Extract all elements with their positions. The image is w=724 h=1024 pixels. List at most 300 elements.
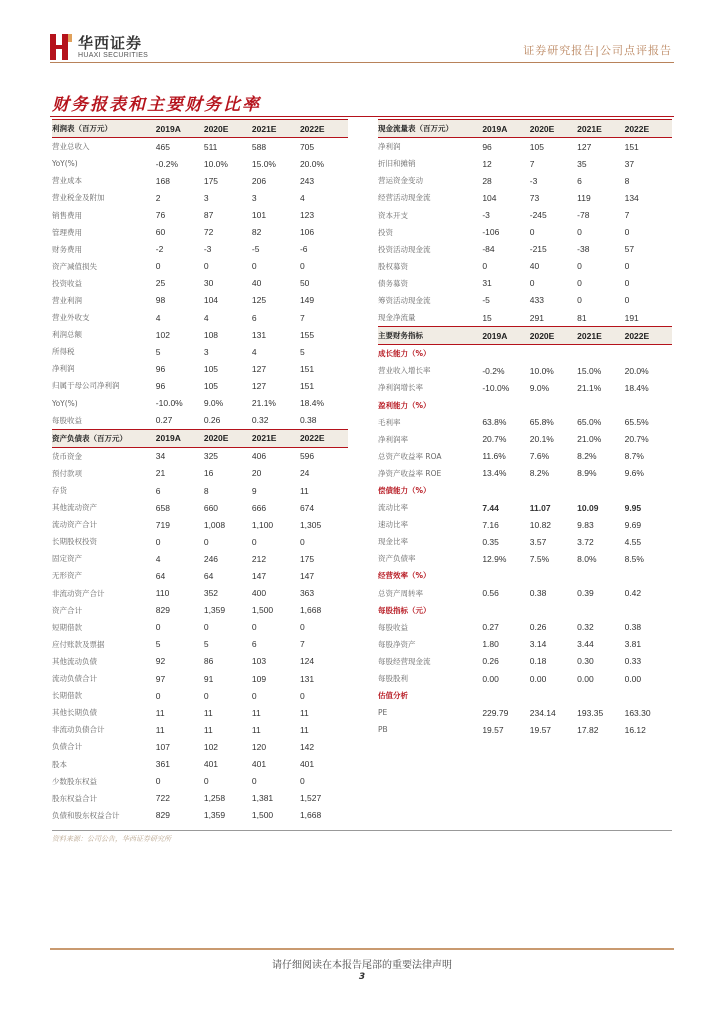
cell-value: 0.00 <box>482 673 499 684</box>
cell-value: 0.56 <box>482 588 499 599</box>
cell-value: -2 <box>155 244 164 255</box>
table-row <box>52 326 348 343</box>
table-row <box>378 448 672 465</box>
cell-value: 2 <box>155 192 161 203</box>
cell-value: 149 <box>299 295 315 306</box>
cell-value: 1,381 <box>251 793 274 804</box>
cell-value: 234.14 <box>529 707 556 718</box>
row-label: 其他流动负债 <box>52 656 97 666</box>
row-label: 每股收益 <box>52 415 82 425</box>
cell-value: 21.0% <box>577 434 602 445</box>
cell-value: 0 <box>299 536 305 547</box>
cell-value: -10.0% <box>155 398 183 409</box>
column-header: 2020E <box>529 123 555 134</box>
section-title: 财务报表和主要财务比率 <box>52 95 261 115</box>
column-header: 2020E <box>529 330 555 341</box>
cell-value: 15 <box>482 312 492 323</box>
row-label: 每股经营现金流 <box>378 656 431 666</box>
table-row <box>52 343 348 360</box>
cell-value: 142 <box>299 741 315 752</box>
cell-value: 0 <box>299 776 305 787</box>
cell-value: 72 <box>203 227 214 238</box>
column-header: 2020E <box>203 123 229 134</box>
row-label: 估值分析 <box>378 691 408 701</box>
cell-value: 243 <box>299 175 315 186</box>
cell-value: 96 <box>155 363 166 374</box>
row-label: 偿债能力（%） <box>378 486 431 496</box>
cell-value: -3 <box>203 244 212 255</box>
cell-value: 91 <box>203 673 214 684</box>
table-title: 利润表（百万元） <box>52 124 112 134</box>
left-tables <box>52 119 348 824</box>
cell-value: 30 <box>203 278 214 289</box>
table-row <box>378 533 672 550</box>
cell-value: 20.0% <box>624 365 649 376</box>
table-row <box>52 533 348 550</box>
table-row <box>378 704 672 721</box>
row-label: 利润总额 <box>52 330 82 340</box>
cell-value: 0 <box>624 227 630 238</box>
cell-value: 21.1% <box>577 382 602 393</box>
table-row <box>378 379 672 396</box>
table-title: 现金流量表（百万元） <box>378 124 453 134</box>
cell-value: 120 <box>251 741 267 752</box>
cell-value: 105 <box>203 380 219 391</box>
row-label: 投资 <box>378 227 393 237</box>
cell-value: 193.35 <box>577 707 604 718</box>
column-header: 2019A <box>482 123 508 134</box>
table-row <box>52 155 348 172</box>
table-row <box>52 412 348 429</box>
cell-value: 1.80 <box>482 639 499 650</box>
cell-value: 0.00 <box>577 673 594 684</box>
cell-value: 4 <box>155 553 161 564</box>
table-row <box>52 721 348 738</box>
table-title: 资产负债表（百万元） <box>52 433 127 443</box>
cell-value: 11.07 <box>529 502 551 513</box>
cell-value: 0 <box>577 261 582 272</box>
cell-value: 6 <box>251 312 257 323</box>
column-header: 2020E <box>203 433 229 444</box>
table-row <box>378 258 672 275</box>
row-label: 资产负债率 <box>378 554 416 564</box>
row-label: 股东权益合计 <box>52 793 97 803</box>
table-row <box>52 790 348 807</box>
table-row <box>378 687 672 704</box>
cell-value: 0 <box>203 690 209 701</box>
cell-value: 0 <box>577 295 582 306</box>
cell-value: 34 <box>155 451 166 462</box>
column-header: 2021E <box>577 123 602 134</box>
row-label: 管理费用 <box>52 227 82 237</box>
cell-value: 10.0% <box>203 158 228 169</box>
cell-value: 0.30 <box>577 656 594 667</box>
cell-value: 705 <box>299 141 315 152</box>
cell-value: 7 <box>624 210 630 221</box>
cell-value: 406 <box>251 451 267 462</box>
cell-value: -3 <box>529 175 538 186</box>
cell-value: 64 <box>155 570 166 581</box>
row-label: 总资产周转率 <box>378 588 423 598</box>
column-header: 2021E <box>251 123 277 134</box>
cell-value: 0.38 <box>299 415 317 426</box>
cell-value: -78 <box>577 210 590 221</box>
cell-value: 96 <box>482 141 492 152</box>
cell-value: 674 <box>299 502 315 513</box>
cell-value: 102 <box>155 329 170 340</box>
cell-value: 97 <box>155 673 166 684</box>
row-label: 营运资金变动 <box>378 176 423 186</box>
cell-value: 6 <box>577 175 582 186</box>
cell-value: 361 <box>155 759 170 770</box>
row-label: 折旧和摊销 <box>378 159 416 169</box>
table-row <box>378 550 672 567</box>
row-label: 投资收益 <box>52 278 82 288</box>
row-label: 归属于母公司净利润 <box>52 381 120 391</box>
cell-value: 8.0% <box>577 553 597 564</box>
cell-value: -84 <box>482 244 495 255</box>
row-label: 所得税 <box>52 347 75 357</box>
cell-value: 0 <box>529 227 535 238</box>
cell-value: 31 <box>482 278 492 289</box>
cell-value: 0.33 <box>624 656 642 667</box>
cell-value: 168 <box>155 175 170 186</box>
cell-value: 64 <box>203 570 214 581</box>
cell-value: 596 <box>299 451 315 462</box>
row-label: 净利润增长率 <box>378 383 423 393</box>
cell-value: 0 <box>482 261 488 272</box>
table-header-row <box>52 429 348 448</box>
cell-value: 9.6% <box>624 468 644 479</box>
cell-value: 0 <box>203 622 209 633</box>
column-header: 2022E <box>299 123 325 134</box>
logo-en: HUAXI SECURITIES <box>78 51 149 59</box>
cell-value: 8.2% <box>529 468 550 479</box>
table-row <box>52 653 348 670</box>
cell-value: 7.5% <box>529 553 550 564</box>
cell-value: 10.0% <box>529 365 554 376</box>
cell-value: 0 <box>251 622 257 633</box>
cell-value: 8 <box>203 485 209 496</box>
table-header-row <box>378 326 672 345</box>
cell-value: 7 <box>529 158 535 169</box>
table-row <box>378 516 672 533</box>
footer-divider <box>50 948 674 950</box>
cell-value: 9.95 <box>624 502 642 513</box>
cell-value: 11 <box>299 724 309 735</box>
cell-value: -245 <box>529 210 547 221</box>
cell-value: 125 <box>251 295 267 306</box>
cell-value: 82 <box>251 227 262 238</box>
cell-value: -5 <box>482 295 490 306</box>
cell-value: 1,359 <box>203 810 226 821</box>
cell-value: 11 <box>299 707 309 718</box>
row-label: 现金净流量 <box>378 313 416 323</box>
cell-value: 0 <box>251 690 257 701</box>
row-label: 营业收入增长率 <box>378 366 431 376</box>
cell-value: 7.6% <box>529 451 550 462</box>
cell-value: 8.9% <box>577 468 597 479</box>
cell-value: 0 <box>577 278 582 289</box>
table-row <box>52 309 348 326</box>
cell-value: 0 <box>529 278 535 289</box>
cell-value: 124 <box>299 656 315 667</box>
cell-value: 151 <box>299 380 315 391</box>
row-label: 净利润 <box>378 142 401 152</box>
legal-notice: 请仔细阅读在本报告尾部的重要法律声明 <box>272 960 452 971</box>
cell-value: 21 <box>155 468 166 479</box>
row-label: 总资产收益率 ROA <box>378 451 442 461</box>
cell-value: 147 <box>251 570 267 581</box>
row-label: 净利润率 <box>378 434 408 444</box>
cell-value: 24 <box>299 468 310 479</box>
cell-value: 433 <box>529 295 544 306</box>
cell-value: 102 <box>203 741 219 752</box>
cell-value: 0 <box>155 622 161 633</box>
cell-value: 0 <box>624 261 630 272</box>
cell-value: 11.6% <box>482 451 506 462</box>
table-row <box>52 550 348 567</box>
cell-value: 104 <box>203 295 219 306</box>
cell-value: 4 <box>299 192 305 203</box>
cell-value: 0 <box>251 261 257 272</box>
cell-value: 400 <box>251 588 267 599</box>
cell-value: -6 <box>299 244 308 255</box>
table-row <box>52 619 348 636</box>
cell-value: 829 <box>155 605 170 616</box>
cell-value: 0.38 <box>529 588 547 599</box>
cell-value: 829 <box>155 810 170 821</box>
column-header: 2022E <box>624 330 650 341</box>
row-label: 财务费用 <box>52 244 82 254</box>
row-label: 无形资产 <box>52 571 82 581</box>
column-header: 2021E <box>577 330 602 341</box>
table-row <box>52 738 348 755</box>
cell-value: 12 <box>482 158 492 169</box>
cell-value: 155 <box>299 329 315 340</box>
table-row <box>378 567 672 584</box>
cell-value: 175 <box>299 553 315 564</box>
cell-value: 5 <box>203 639 209 650</box>
cell-value: 110 <box>155 588 170 599</box>
table-row <box>378 345 672 362</box>
cell-value: 0 <box>155 261 161 272</box>
cell-value: 1,359 <box>203 605 226 616</box>
cell-value: 7.16 <box>482 519 499 530</box>
cell-value: 8 <box>624 175 630 186</box>
cell-value: 0.32 <box>251 415 269 426</box>
column-header: 2019A <box>155 123 181 134</box>
row-label: 毛利率 <box>378 417 401 427</box>
cell-value: 0.26 <box>203 415 221 426</box>
table-row <box>52 360 348 377</box>
cell-value: 106 <box>299 227 315 238</box>
cell-value: 9.0% <box>529 382 550 393</box>
row-label: 营业成本 <box>52 176 82 186</box>
cell-value: 175 <box>203 175 219 186</box>
cell-value: 3.44 <box>577 639 594 650</box>
row-label: 成长能力（%） <box>378 349 431 359</box>
table-row <box>52 670 348 687</box>
cell-value: 131 <box>299 673 315 684</box>
table-row <box>52 377 348 394</box>
row-label: 其他长期负债 <box>52 708 97 718</box>
cell-value: 5 <box>155 346 161 357</box>
row-label: 负债和股东权益合计 <box>52 810 120 820</box>
cell-value: 20.0% <box>299 158 325 169</box>
row-label: 资产合计 <box>52 605 82 615</box>
row-label: 经营效率（%） <box>378 571 431 581</box>
table-row <box>52 636 348 653</box>
column-header: 2019A <box>482 330 508 341</box>
cell-value: 7.44 <box>482 502 499 513</box>
table-row <box>378 275 672 292</box>
cell-value: 105 <box>529 141 544 152</box>
row-label: 流动比率 <box>378 503 408 513</box>
table-row <box>378 499 672 516</box>
row-label: 短期借款 <box>52 622 82 632</box>
cell-value: 1,500 <box>251 810 274 821</box>
table-row <box>52 172 348 189</box>
cell-value: 229.79 <box>482 707 509 718</box>
table-row <box>378 619 672 636</box>
cell-value: 0 <box>251 776 257 787</box>
cell-value: 17.82 <box>577 724 599 735</box>
row-label: 流动资产合计 <box>52 520 97 530</box>
cell-value: 291 <box>529 312 544 323</box>
cell-value: 0 <box>203 776 209 787</box>
table-row <box>378 172 672 189</box>
cell-value: 21.1% <box>251 398 276 409</box>
cell-value: 108 <box>203 329 219 340</box>
table-row <box>378 602 672 619</box>
cell-value: 1,527 <box>299 793 322 804</box>
cell-value: 9.83 <box>577 519 594 530</box>
cell-value: 4 <box>203 312 209 323</box>
cell-value: 352 <box>203 588 219 599</box>
cell-value: -0.2% <box>482 365 505 376</box>
cell-value: 96 <box>155 380 166 391</box>
cell-value: 8.7% <box>624 451 644 462</box>
row-label: 长期借款 <box>52 691 82 701</box>
cell-value: 401 <box>251 759 267 770</box>
cell-value: 65.5% <box>624 417 649 428</box>
row-label: 非流动资产合计 <box>52 588 105 598</box>
header-divider <box>50 62 674 63</box>
row-label: YoY(%) <box>52 398 78 408</box>
table-row <box>378 397 672 414</box>
row-label: PB <box>378 725 388 735</box>
cell-value: 1,668 <box>299 810 322 821</box>
column-header: 2019A <box>155 433 181 444</box>
table-row <box>378 482 672 499</box>
cell-value: 18.4% <box>299 398 325 409</box>
cell-value: 0 <box>299 261 305 272</box>
cell-value: 0 <box>577 227 582 238</box>
cell-value: 666 <box>251 502 267 513</box>
cell-value: 127 <box>251 380 267 391</box>
column-header: 2021E <box>251 433 277 444</box>
cell-value: 98 <box>155 295 166 306</box>
table-row <box>52 807 348 824</box>
cell-value: 73 <box>529 192 540 203</box>
page-number: 3 <box>358 972 366 982</box>
cell-value: 107 <box>155 741 170 752</box>
cell-value: 15.0% <box>251 158 276 169</box>
table-row <box>52 258 348 275</box>
cell-value: 16 <box>203 468 214 479</box>
cell-value: -5 <box>251 244 260 255</box>
table-row <box>52 499 348 516</box>
cell-value: 206 <box>251 175 267 186</box>
cell-value: 0 <box>203 261 209 272</box>
cell-value: 212 <box>251 553 267 564</box>
cell-value: 719 <box>155 519 170 530</box>
cell-value: 163.30 <box>624 707 651 718</box>
cell-value: 28 <box>482 175 492 186</box>
row-label: 净利润 <box>52 364 75 374</box>
cell-value: 127 <box>577 141 592 152</box>
cell-value: 1,258 <box>203 793 226 804</box>
cell-value: 20.7% <box>624 434 649 445</box>
cell-value: 6 <box>251 639 257 650</box>
cell-value: 18.4% <box>624 382 649 393</box>
table-row <box>52 567 348 584</box>
table-row <box>52 292 348 309</box>
cell-value: 191 <box>624 312 639 323</box>
cell-value: 20.1% <box>529 434 554 445</box>
cell-value: 0.39 <box>577 588 594 599</box>
row-label: 股本 <box>52 759 67 769</box>
table-row <box>52 206 348 223</box>
cell-value: 11 <box>203 724 213 735</box>
row-label: 销售费用 <box>52 210 82 220</box>
cell-value: 60 <box>155 227 166 238</box>
cell-value: 0.42 <box>624 588 642 599</box>
cell-value: 86 <box>203 656 214 667</box>
cell-value: 511 <box>203 141 218 152</box>
cell-value: 35 <box>577 158 587 169</box>
table-row <box>378 138 672 155</box>
cell-value: 20.7% <box>482 434 507 445</box>
cell-value: 11 <box>251 707 261 718</box>
cell-value: 0 <box>624 295 630 306</box>
table-header-row <box>52 119 348 138</box>
cell-value: 658 <box>155 502 170 513</box>
cell-value: 0.18 <box>529 656 547 667</box>
cell-value: 57 <box>624 244 635 255</box>
row-label: 应付账款及票据 <box>52 639 105 649</box>
row-label: 非流动负债合计 <box>52 725 105 735</box>
table-row <box>378 414 672 431</box>
cell-value: 325 <box>203 451 219 462</box>
cell-value: 76 <box>155 210 166 221</box>
table-title: 主要财务指标 <box>378 331 423 341</box>
row-label: YoY(%) <box>52 159 78 169</box>
table-row <box>378 224 672 241</box>
cell-value: 8.2% <box>577 451 597 462</box>
table-row <box>378 189 672 206</box>
cell-value: 9.0% <box>203 398 224 409</box>
cell-value: 104 <box>482 192 497 203</box>
table-header-row <box>378 119 672 138</box>
table-row <box>52 138 348 155</box>
cell-value: 11 <box>155 707 165 718</box>
cell-value: 0.38 <box>624 622 642 633</box>
table-row <box>52 395 348 412</box>
cell-value: 0.00 <box>624 673 642 684</box>
cell-value: 4 <box>155 312 161 323</box>
